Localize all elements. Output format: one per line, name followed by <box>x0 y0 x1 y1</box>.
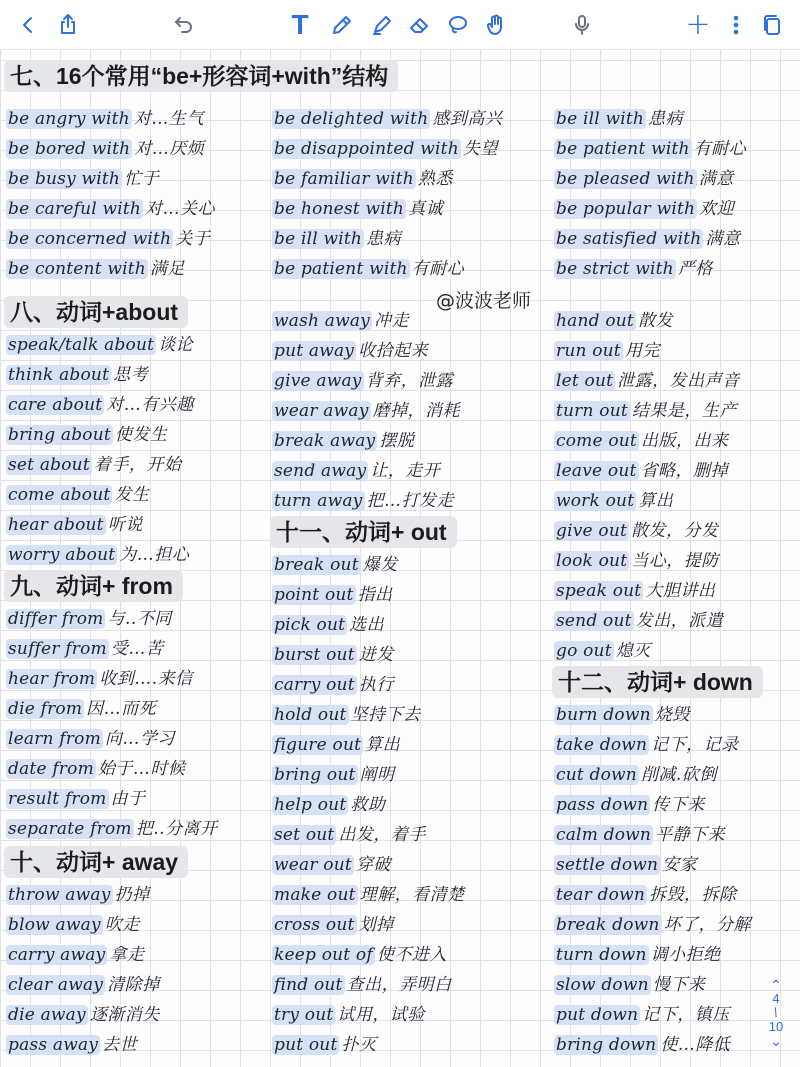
phrase-item: be bored with 对…厌烦 <box>8 139 205 159</box>
phrase-item: give out 散发，分发 <box>556 521 719 541</box>
phrase-item: differ from 与..不同 <box>8 609 172 629</box>
section-heading-verb-about: 八、动词+about <box>4 296 188 328</box>
section-heading-verb-down: 十二、动词+ down <box>552 666 763 698</box>
share-icon[interactable] <box>52 9 84 41</box>
note-canvas[interactable] <box>0 50 800 1067</box>
phrase-item: be patient with 有耐心 <box>274 259 465 279</box>
phrase-item: calm down 平静下来 <box>556 825 726 845</box>
highlighter-icon[interactable] <box>366 9 398 41</box>
phrase-item: die from 因…而死 <box>8 699 157 719</box>
page-indicator[interactable] <box>764 978 788 1048</box>
pen-icon[interactable] <box>326 9 358 41</box>
phrase-item: point out 指出 <box>274 585 393 605</box>
phrase-item: come out 出版，出来 <box>556 431 729 451</box>
phrase-item: be strict with 严格 <box>556 259 713 279</box>
phrase-item: break away 摆脱 <box>274 431 415 451</box>
phrase-item: wear out 穿破 <box>274 855 391 875</box>
phrase-item: look out 当心，提防 <box>556 551 719 571</box>
microphone-icon[interactable] <box>566 9 598 41</box>
phrase-item: put away 收拾起来 <box>274 341 429 361</box>
phrase-item: send out 发出，派遣 <box>556 611 724 631</box>
phrase-item: set out 出发，着手 <box>274 825 426 845</box>
page-up-icon[interactable]: ⌃ <box>770 977 782 993</box>
phrase-item: hear from 收到….来信 <box>8 669 193 689</box>
phrase-item: separate from 把..分离开 <box>8 819 218 839</box>
page-down-icon[interactable]: ⌄ <box>770 1033 782 1049</box>
phrase-item: send away 让，走开 <box>274 461 441 481</box>
phrase-item: turn down 调小拒绝 <box>556 945 721 965</box>
phrase-item: be busy with 忙于 <box>8 169 160 189</box>
page-separator: / <box>771 1004 781 1021</box>
phrase-item: be angry with 对…生气 <box>8 109 204 129</box>
phrase-item: wash away 冲走 <box>274 311 409 331</box>
phrase-item: be delighted with 感到高兴 <box>274 109 503 129</box>
phrase-item: wear away 磨掉，消耗 <box>274 401 461 421</box>
phrase-item: let out 泄露，发出声音 <box>556 371 740 391</box>
phrase-item: pass down 传下来 <box>556 795 705 815</box>
phrase-item: turn out 结果是，生产 <box>556 401 737 421</box>
lasso-icon[interactable] <box>442 9 474 41</box>
phrase-item: be familiar with 熟悉 <box>274 169 453 189</box>
phrase-item: speak out 大胆讲出 <box>556 581 716 601</box>
undo-icon[interactable] <box>168 9 200 41</box>
phrase-item: burn down 烧毁 <box>556 705 690 725</box>
phrase-item: think about 思考 <box>8 365 149 385</box>
pages-icon[interactable] <box>756 9 788 41</box>
phrase-item: turn away 把…打发走 <box>274 491 454 511</box>
phrase-item: slow down 慢下来 <box>556 975 706 995</box>
phrase-item: be ill with 患病 <box>274 229 402 249</box>
section-heading-verb-out: 十一、动词+ out <box>270 516 457 548</box>
phrase-item: bring out 阐明 <box>274 765 395 785</box>
toolbar <box>0 0 800 50</box>
phrase-item: leave out 省略，删掉 <box>556 461 729 481</box>
phrase-item: carry away 拿走 <box>8 945 145 965</box>
phrase-item: cut down 削减.砍倒 <box>556 765 717 785</box>
more-icon[interactable] <box>720 9 752 41</box>
phrase-item: cross out 划掉 <box>274 915 394 935</box>
phrase-item: come about 发生 <box>8 485 150 505</box>
phrase-item: be honest with 真诚 <box>274 199 444 219</box>
phrase-item: work out 算出 <box>556 491 674 511</box>
current-page: 4 <box>772 991 780 1006</box>
phrase-item: throw away 扔掉 <box>8 885 150 905</box>
phrase-item: suffer from 受…苦 <box>8 639 164 659</box>
phrase-item: help out 救助 <box>274 795 386 815</box>
phrase-item: bring down 使…降低 <box>556 1035 731 1055</box>
phrase-item: be careful with 对…关心 <box>8 199 216 219</box>
section-heading-verb-from: 九、动词+ from <box>4 570 183 602</box>
phrase-item: hold out 坚持下去 <box>274 705 421 725</box>
hand-icon[interactable] <box>480 9 512 41</box>
phrase-item: hand out 散发 <box>556 311 673 331</box>
phrase-item: be popular with 欢迎 <box>556 199 735 219</box>
phrase-item: result from 由于 <box>8 789 146 809</box>
section-heading-verb-away: 十、动词+ away <box>4 846 188 878</box>
phrase-item: try out 试用，试验 <box>274 1005 425 1025</box>
section-heading-be-adj-with: 七、16个常用“be+形容词+with”结构 <box>4 60 398 92</box>
phrase-item: pick out 选出 <box>274 615 385 635</box>
phrase-item: bring about 使发生 <box>8 425 168 445</box>
text-tool-icon[interactable]: T <box>291 9 309 40</box>
phrase-item: be patient with 有耐心 <box>556 139 747 159</box>
phrase-item: pass away 去世 <box>8 1035 138 1055</box>
phrase-item: hear about 听说 <box>8 515 143 535</box>
phrase-item: date from 始于…时候 <box>8 759 186 779</box>
phrase-item: care about 对…有兴趣 <box>8 395 194 415</box>
phrase-item: be disappointed with 失望 <box>274 139 498 159</box>
phrase-item: learn from 向…学习 <box>8 729 175 749</box>
phrase-item: be concerned with 关于 <box>8 229 211 249</box>
phrase-item: break down 坏了，分解 <box>556 915 752 935</box>
phrase-item: carry out 执行 <box>274 675 394 695</box>
phrase-item: keep out of 使不进入 <box>274 945 447 965</box>
phrase-item: be pleased with 满意 <box>556 169 734 189</box>
add-icon[interactable]: + <box>685 7 711 42</box>
total-pages: 10 <box>768 1019 784 1034</box>
phrase-item: take down 记下，记录 <box>556 735 739 755</box>
phrase-item: speak/talk about 谈论 <box>8 335 194 355</box>
phrase-item: find out 查出，弄明白 <box>274 975 452 995</box>
phrase-item: make out 理解，看清楚 <box>274 885 465 905</box>
phrase-item: burst out 迸发 <box>274 645 394 665</box>
phrase-item: set about 着手，开始 <box>8 455 182 475</box>
phrase-item: clear away 清除掉 <box>8 975 160 995</box>
phrase-item: figure out 算出 <box>274 735 401 755</box>
phrase-item: be content with 满足 <box>8 259 185 279</box>
phrase-item: blow away 吹走 <box>8 915 140 935</box>
phrase-item: be satisfied with 满意 <box>556 229 741 249</box>
phrase-item: put down 记下，镇压 <box>556 1005 730 1025</box>
phrase-item: die away 逐渐消失 <box>8 1005 160 1025</box>
phrase-item: put out 扑灭 <box>274 1035 377 1055</box>
phrase-item: give away 背弃，泄露 <box>274 371 454 391</box>
phrase-item: go out 熄灭 <box>556 641 651 661</box>
phrase-item: break out 爆发 <box>274 555 398 575</box>
phrase-item: worry about 为…担心 <box>8 545 190 565</box>
author-watermark: @波波老师 <box>436 290 532 312</box>
phrase-item: settle down 安家 <box>556 855 698 875</box>
phrase-item: run out 用完 <box>556 341 660 361</box>
eraser-icon[interactable] <box>404 9 436 41</box>
chevron-left-icon[interactable] <box>12 9 44 41</box>
phrase-item: be ill with 患病 <box>556 109 684 129</box>
phrase-item: tear down 拆毁，拆除 <box>556 885 737 905</box>
